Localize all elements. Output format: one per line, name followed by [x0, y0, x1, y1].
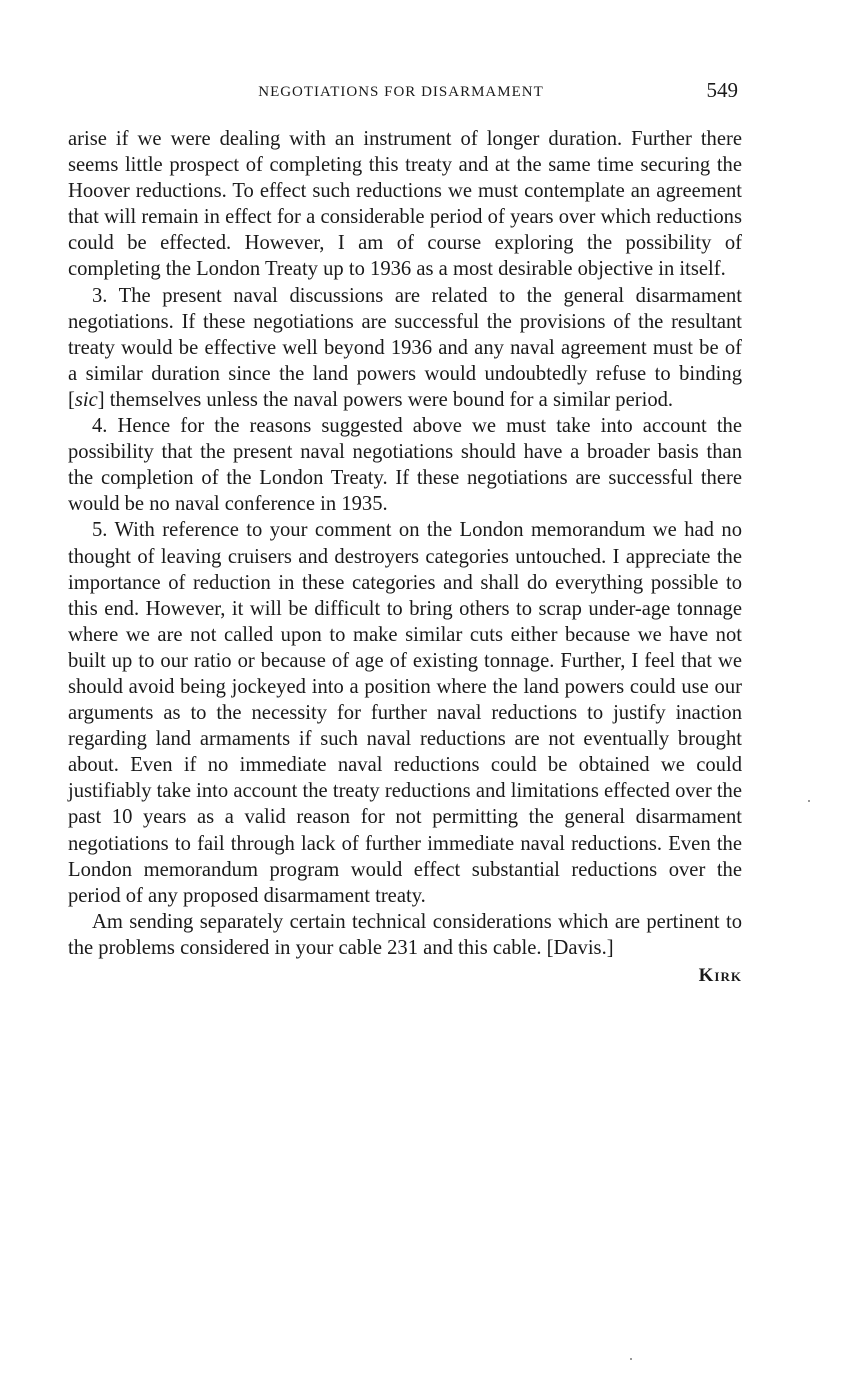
- scan-speck: [808, 800, 810, 802]
- paragraph-3: [68, 283, 742, 413]
- running-title: NEGOTIATIONS FOR DISARMAMENT: [258, 84, 544, 100]
- paragraph-3-text-before: 3. The present naval discussions are related to the general disarmament negotiations. If these negotiations are successful the provisions of the resultant treaty would be effective well beyond 1936 and any naval agreement must be of a similar duration since the land powers would undoubtedly refuse to binding [: [68, 284, 742, 411]
- body-text: [68, 126, 742, 961]
- signature: Kirk: [698, 965, 742, 986]
- paragraph-3-text-after: ] themselves unless the naval powers were bound for a similar period.: [97, 388, 674, 411]
- running-head: [68, 78, 742, 108]
- page-number: 549: [706, 78, 738, 102]
- document-page: [68, 78, 742, 987]
- paragraph-closing: Am sending separately certain technical considerations which are pertinent to the problems considered in your cable 231 and this cable. [Davis.]: [68, 910, 742, 959]
- sic-italic: sic: [74, 388, 98, 411]
- scan-speck: [630, 1358, 632, 1360]
- paragraph-5: 5. With reference to your comment on the London memorandum we had no thought of leaving cruisers and destroyers categories untouched. I appreciate the importance of reduction in these categories and shall do everything possible to this end. However, it will be difficult to bring others to scrap under-age tonnage where we are not called upon to make similar cuts either because we have not built up to our ratio or because of age of existing tonnage. Further, I feel that we should avoid being jockeyed into a position where the land powers could use our arguments as to the necessity for further naval reductions to justify inaction regarding land armaments if such naval reductions are not eventually brought about. Even if no immediate naval reductions could be obtained we could justifiably take into account the treaty reductions and limitations effected over the past 10 years as a valid reason for not permitting the general disarmament negotiations to fail through lack of further immediate naval reductions. Even the London memorandum program would effect substantial reductions over the period of any proposed disarmament treaty.: [68, 519, 742, 907]
- paragraph-continuation: arise if we were dealing with an instrument of longer duration. Further there seems little prospect of completing this treaty and at the same time securing the Hoover reductions. To effect such reductions we must contemplate an agreement that will remain in effect for a considerable period of years over which reductions could be effected. However, I am of course exploring the possibility of completing the London Treaty up to 1936 as a most desirable objective in itself.: [68, 128, 742, 281]
- paragraph-4: 4. Hence for the reasons suggested above we must take into account the possibility that the present naval negotiations should have a broader basis than the completion of the London Treaty. If these negotiations are successful there would be no naval conference in 1935.: [68, 415, 742, 516]
